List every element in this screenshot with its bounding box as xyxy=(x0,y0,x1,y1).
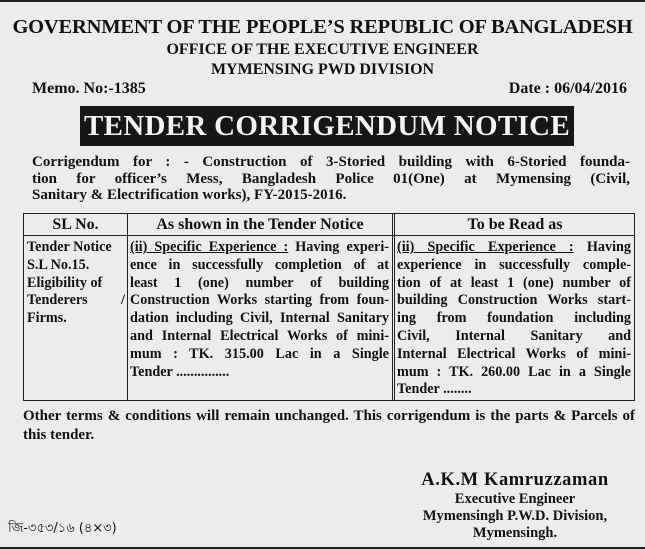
column-divider xyxy=(127,214,128,400)
read-line: building Construction Works start- xyxy=(397,292,631,309)
publication-reference: জি-৩৫৩/১৬ (৪×৩) xyxy=(8,521,117,536)
shown-first-text: Having experi- xyxy=(288,239,389,255)
shown-line: and Internal Electrical Works of mini- xyxy=(130,327,389,344)
read-line: experience in successfully comple- xyxy=(397,256,631,273)
signature-block xyxy=(405,470,625,542)
signatory-title: Executive Engineer xyxy=(454,491,576,507)
signatory-office: Mymensingh P.W.D. Division, xyxy=(422,508,608,524)
shown-line: dation including Civil, Internal Sanitary xyxy=(130,310,389,327)
read-first-text: Having xyxy=(573,239,631,255)
header-shown-in-notice: As shown in the Tender Notice xyxy=(156,216,364,233)
read-line: mum : TK. 260.00 Lac in a Single xyxy=(397,363,631,380)
read-line: ing from foundation including xyxy=(397,310,631,327)
sl-line: Eligibility of xyxy=(27,274,103,291)
footer-terms xyxy=(23,407,635,445)
sl-line: Tender Notice xyxy=(27,239,112,255)
shown-line: ence in successfully completion of at xyxy=(130,256,389,273)
header-division: MYMENSING PWD DIVISION xyxy=(210,61,435,78)
shown-line: Construction Works starting from foun- xyxy=(130,292,389,309)
sl-line: S.L No.15. xyxy=(27,256,90,273)
memo-number: Memo. No:-1385 xyxy=(32,80,146,97)
read-label: (ii) Specific Experience : xyxy=(397,239,574,255)
shown-line: Tender ............... xyxy=(130,363,230,380)
read-line xyxy=(397,239,631,257)
notice-title-banner: TENDER CORRIGENDUM NOTICE xyxy=(80,106,574,146)
header-office: OFFICE OF THE EXECUTIVE ENGINEER xyxy=(166,41,479,58)
shown-line xyxy=(130,239,389,257)
header-government: GOVERNMENT OF THE PEOPLE’S REPUBLIC OF BANGLADESH xyxy=(12,16,633,38)
header-sl-no: SL No. xyxy=(52,216,99,233)
column-divider xyxy=(392,214,395,400)
signatory-place: Mymensingh. xyxy=(472,525,558,541)
signatory-name: A.K.M Kamruzzaman xyxy=(421,470,609,490)
shown-line: least 1 (one) number of building xyxy=(130,274,389,291)
sl-line: Firms. xyxy=(27,310,67,327)
notice-date: Date : 06/04/2016 xyxy=(508,80,627,97)
header-row-divider xyxy=(24,235,634,236)
shown-line: mum : TK. 315.00 Lac in a Single xyxy=(130,345,389,362)
corrigendum-table xyxy=(23,213,635,401)
intro-line: Sanitary & Electrification works), FY-2015-2016. xyxy=(32,187,347,203)
shown-label: (ii) Specific Experience : xyxy=(130,239,289,255)
read-line: Tender ........ xyxy=(397,381,472,398)
sl-cell xyxy=(27,239,125,328)
header-to-be-read-as: To be Read as xyxy=(467,216,563,233)
read-line: Civil, Internal Sanitary and xyxy=(397,327,631,344)
footer-line: this tender. xyxy=(23,427,95,443)
top-border xyxy=(0,0,645,2)
intro-line: tion for officer’s Mess, Bangladesh Police 01(One) at Mymensing (Civil, xyxy=(32,170,630,187)
sl-line: Tenderers / xyxy=(27,292,125,309)
read-cell xyxy=(397,239,631,399)
read-line: tion of at least 1 (one) number of xyxy=(397,274,631,291)
intro-line: Corrigendum for : - Construction of 3-Storied building with 6-Storied founda- xyxy=(32,154,630,170)
read-line: Internal Electrical Works of mini- xyxy=(397,345,631,362)
footer-line: Other terms & conditions will remain unchanged. This corrigendum is the parts & Parcels of xyxy=(23,408,635,424)
shown-cell xyxy=(130,239,389,381)
corrigendum-intro xyxy=(32,154,630,204)
